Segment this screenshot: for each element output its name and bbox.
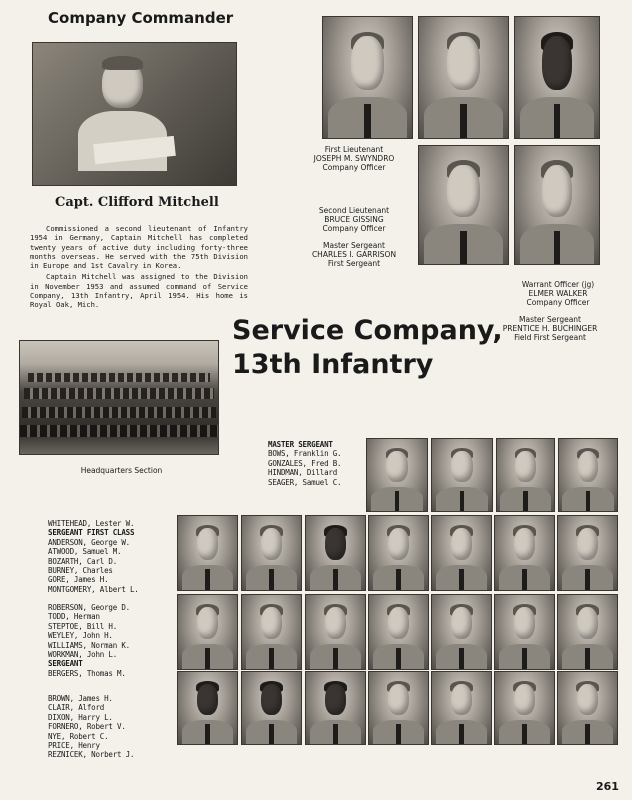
portrait [496, 438, 555, 512]
commander-bio [30, 224, 248, 310]
roster-name: HINDMAN, Dillard [268, 468, 338, 478]
caption-role: First Sergeant [327, 259, 381, 268]
commander-photo [32, 42, 237, 186]
caption-role: Field First Sergeant [514, 333, 586, 342]
roster-master-sergeant [268, 440, 341, 487]
caption-rank: Master Sergeant [519, 315, 581, 324]
officer-caption-4 [500, 280, 616, 307]
roster-name: STEPTOE, Bill H. [48, 621, 118, 631]
roster-name: WORKMAN, John L. [48, 650, 118, 660]
portrait [177, 594, 238, 670]
caption-rank: Master Sergeant [323, 241, 385, 250]
roster-name: BURNEY, Charles [48, 566, 113, 576]
portrait [241, 515, 302, 591]
roster-row-2 [48, 603, 130, 678]
caption-rank: First Lieutenant [324, 145, 384, 154]
commander-name: Capt. Clifford Mitchell [55, 195, 219, 210]
officer-photo-5 [514, 145, 600, 265]
portrait [494, 594, 555, 670]
roster-name: TODD, Herman [48, 612, 100, 622]
portrait [241, 671, 302, 745]
portrait [368, 594, 429, 670]
page-number: 261 [596, 780, 619, 793]
portrait [431, 515, 492, 591]
roster-heading: MASTER SERGEANT [268, 440, 333, 449]
roster-name: BROWN, James H. [48, 694, 113, 703]
caption-role: Company Officer [322, 224, 386, 233]
roster-name: WILLIAMS, Norman K. [48, 640, 130, 650]
caption-role: Company Officer [322, 163, 386, 172]
caption-name: CHARLES I. GARRISON [311, 250, 397, 259]
roster-name: FORNERO, Robert V. [48, 722, 126, 732]
roster-name: WEYLEY, John H. [48, 631, 113, 641]
caption-role: Company Officer [526, 298, 590, 307]
commander-heading: Company Commander [48, 9, 234, 27]
portrait [494, 515, 555, 591]
portrait [431, 438, 493, 512]
roster-name: MONTGOMERY, Albert L. [48, 584, 139, 594]
portrait [494, 671, 555, 745]
roster-name: GONZALES, Fred B. [268, 458, 342, 468]
portrait [366, 438, 428, 512]
portrait [557, 594, 618, 670]
roster-name: ANDERSON, George W. [48, 537, 130, 547]
roster-name: ATWOOD, Samuel M. [48, 547, 122, 557]
commander-bio-paragraph-1: Commissioned a second lieutenant of Infantry 1954 in Germany, Captain Mitchell has completed twenty years of active duty including forty-three months overseas. He served with the 75th Division in Europe and 1st Cavalry in Korea. [30, 224, 248, 271]
roster-name: REZNICEK, Norbert J. [48, 750, 135, 760]
commander-bio-paragraph-2: Captain Mitchell was assigned to the Division in November 1953 and assumed command of Service Company, 13th Infantry, April 1954. His home is Royal Oak, Mich. [30, 272, 248, 310]
roster-name: CLAIR, Alford [48, 703, 105, 713]
caption-name: JOSEPH M. SWYNDRO [313, 154, 395, 163]
roster-heading: SERGEANT FIRST CLASS [48, 528, 135, 538]
group-photo-caption: Headquarters Section [80, 466, 163, 475]
portrait [558, 438, 618, 512]
roster-name: BOWS, Franklin G. [268, 449, 342, 459]
roster-name: NYE, Robert C. [48, 731, 109, 741]
portrait [241, 594, 302, 670]
portrait [177, 515, 238, 591]
page-title-line-2: 13th Infantry [232, 349, 434, 380]
officer-photo-3 [514, 16, 600, 139]
officer-photo-2 [418, 16, 509, 139]
roster-name: DIXON, Harry L. [48, 712, 113, 722]
roster-name: WHITEHEAD, Lester W. [48, 519, 135, 528]
caption-rank: Second Lieutenant [318, 206, 390, 215]
officer-photo-4 [418, 145, 509, 265]
portrait [431, 671, 492, 745]
portrait [305, 671, 366, 745]
roster-row-1 [48, 519, 139, 594]
group-photo [19, 340, 219, 455]
roster-name: PRICE, Henry [48, 741, 100, 751]
officer-photo-1 [322, 16, 413, 139]
portrait [305, 594, 366, 670]
caption-rank: Warrant Officer (jg) [521, 280, 595, 289]
roster-name: GORE, James H. [48, 575, 109, 585]
roster-name: BOZARTH, Carl D. [48, 556, 118, 566]
portrait [368, 671, 429, 745]
portrait [305, 515, 366, 591]
portrait [368, 515, 429, 591]
roster-name: ROBERSON, George D. [48, 603, 130, 612]
officer-caption-1 [296, 145, 412, 172]
officer-caption-3 [296, 241, 412, 268]
officer-caption-2 [296, 206, 412, 233]
roster-name: BERGERS, Thomas M. [48, 668, 126, 678]
caption-name: ELMER WALKER [528, 289, 588, 298]
page-title [232, 314, 503, 382]
roster-name: SEAGER, Samuel C. [268, 477, 342, 487]
portrait [557, 515, 618, 591]
caption-name: BRUCE GISSING [324, 215, 384, 224]
portrait [177, 671, 238, 745]
caption-name: PRENTICE H. BUCHINGER [502, 324, 598, 333]
portrait [431, 594, 492, 670]
roster-heading: SERGEANT [48, 659, 83, 669]
roster-row-3 [48, 694, 134, 760]
page-title-line-1: Service Company, [232, 315, 503, 346]
portrait [557, 671, 618, 745]
